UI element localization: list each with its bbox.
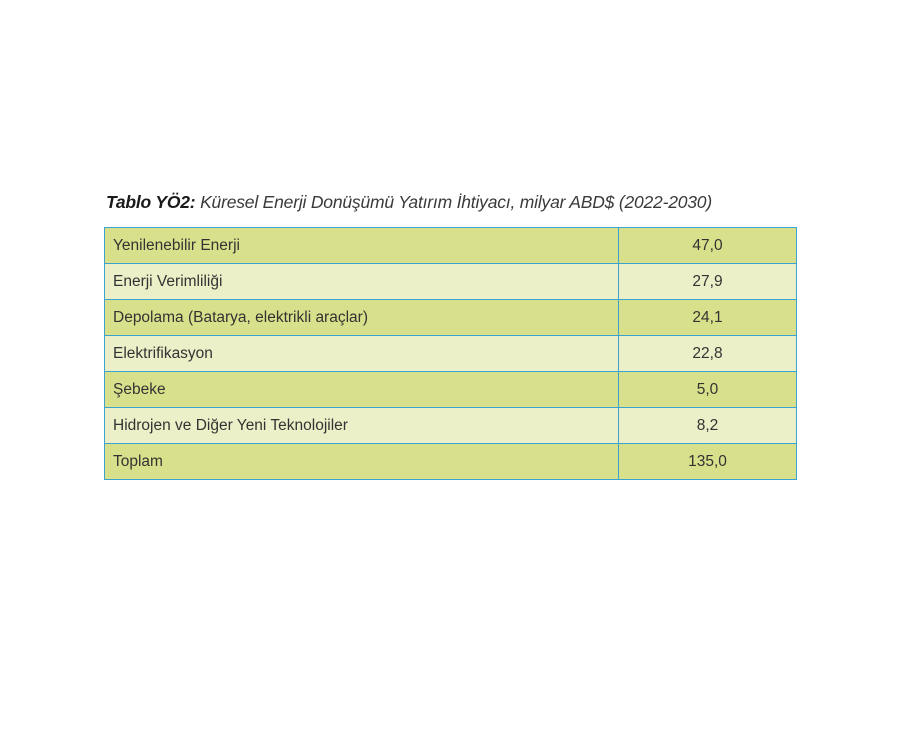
row-label: Yenilenebilir Enerji [105,228,619,264]
row-value: 22,8 [619,336,797,372]
row-label: Enerji Verimliliği [105,264,619,300]
total-label: Toplam [105,444,619,480]
table-caption [106,192,712,213]
row-value: 27,9 [619,264,797,300]
caption-label: Tablo YÖ2: [106,192,196,212]
row-label: Elektrifikasyon [105,336,619,372]
row-label: Şebeke [105,372,619,408]
table-row [105,408,797,444]
row-value: 5,0 [619,372,797,408]
row-value: 24,1 [619,300,797,336]
table-row [105,228,797,264]
row-label: Depolama (Batarya, elektrikli araçlar) [105,300,619,336]
table-row [105,372,797,408]
investment-table [104,227,797,480]
row-value: 47,0 [619,228,797,264]
table-row-total [105,444,797,480]
table-row [105,264,797,300]
table-row [105,336,797,372]
row-label: Hidrojen ve Diğer Yeni Teknolojiler [105,408,619,444]
caption-title: Küresel Enerji Donüşümü Yatırım İhtiyacı, milyar ABD$ (2022-2030) [195,192,712,212]
total-value: 135,0 [619,444,797,480]
row-value: 8,2 [619,408,797,444]
table-row [105,300,797,336]
